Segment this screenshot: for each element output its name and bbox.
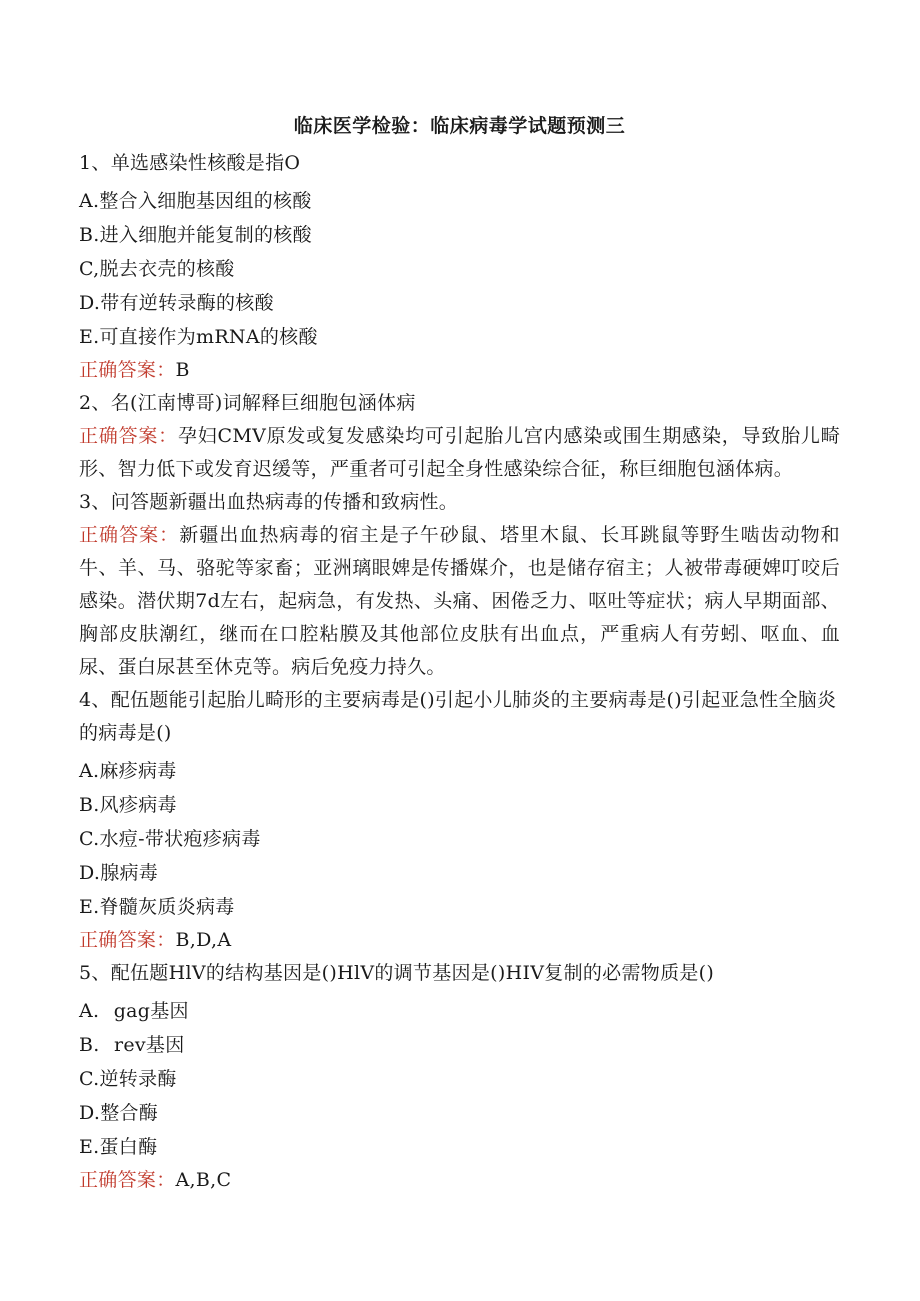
question-3 — [79, 486, 840, 684]
answer-label: 正确答案： — [79, 425, 178, 447]
question-4 — [79, 684, 840, 957]
option-c: C.水痘-带状疱疹病毒 — [79, 828, 261, 850]
option-d: D.整合酶 — [79, 1102, 159, 1124]
question-2 — [79, 387, 840, 486]
option-e: E.脊髓灰质炎病毒 — [79, 896, 235, 918]
option-c: C.逆转录酶 — [79, 1068, 177, 1090]
answer-label: 正确答案： — [79, 524, 180, 546]
answer-text: A,B,C — [175, 1169, 232, 1191]
question-stem: 3、问答题新疆出血热病毒的传播和致病性。 — [79, 491, 459, 513]
question-stem: 4、配伍题能引起胎儿畸形的主要病毒是()引起小儿肺炎的主要病毒是()引起亚急性全脑炎的病毒是() — [79, 689, 837, 744]
option-b: B.进入细胞并能复制的核酸 — [79, 224, 312, 246]
option-c: C,脱去衣壳的核酸 — [79, 258, 235, 280]
option-e: E.可直接作为mRNA的核酸 — [79, 326, 318, 348]
option-d: D.带有逆转录酶的核酸 — [79, 292, 274, 314]
option-b: B. rev基因 — [79, 1034, 185, 1056]
question-stem: 2、名(江南博哥)词解释巨细胞包涵体病 — [79, 392, 416, 414]
answer-text: 孕妇CMV原发或复发感染均可引起胎儿宫内感染或围生期感染，导致胎儿畸形、智力低下或发育迟缓等，严重者可引起全身性感染综合征，称巨细胞包涵体病。 — [79, 425, 840, 480]
answer-label: 正确答案： — [79, 929, 176, 951]
question-stem: 5、配伍题HlV的结构基因是()HlV的调节基因是()HIV复制的必需物质是() — [79, 962, 715, 984]
question-1 — [79, 147, 840, 387]
answer — [79, 1164, 840, 1197]
answer-label: 正确答案： — [79, 359, 176, 381]
answer-text: B,D,A — [175, 929, 232, 951]
document-title: 临床医学检验：临床病毒学试题预测三 — [293, 115, 626, 137]
option-a: A. gag基因 — [79, 1000, 189, 1022]
answer — [79, 420, 840, 486]
option-b: B.风疹病毒 — [79, 794, 177, 816]
question-5 — [79, 957, 840, 1197]
option-d: D.腺病毒 — [79, 862, 159, 884]
answer-text: B — [175, 359, 190, 381]
answer — [79, 519, 840, 684]
option-e: E.蛋白酶 — [79, 1136, 158, 1158]
answer — [79, 924, 840, 957]
answer — [79, 354, 840, 387]
answer-label: 正确答案： — [79, 1169, 176, 1191]
option-a: A.麻疹病毒 — [79, 760, 177, 782]
answer-text: 新疆出血热病毒的宿主是子午砂鼠、塔里木鼠、长耳跳鼠等野生啮齿动物和牛、羊、马、骆驼等家畜；亚洲璃眼婢是传播媒介，也是储存宿主；人被带毒硬婢叮咬后感染。潜伏期7d左右，起病急，有发热、头痛、困倦乏力、呕吐等症状；病人早期面部、胸部皮肤潮红，继而在口腔粘膜及其他部位皮肤有出血点，严重病人有劳蚓、呕血、血尿、蛋白尿甚至休克等。病后免疫力持久。 — [79, 524, 840, 678]
question-stem: 1、单选感染性核酸是指O — [79, 152, 301, 174]
option-a: A.整合入细胞基因组的核酸 — [79, 190, 312, 212]
